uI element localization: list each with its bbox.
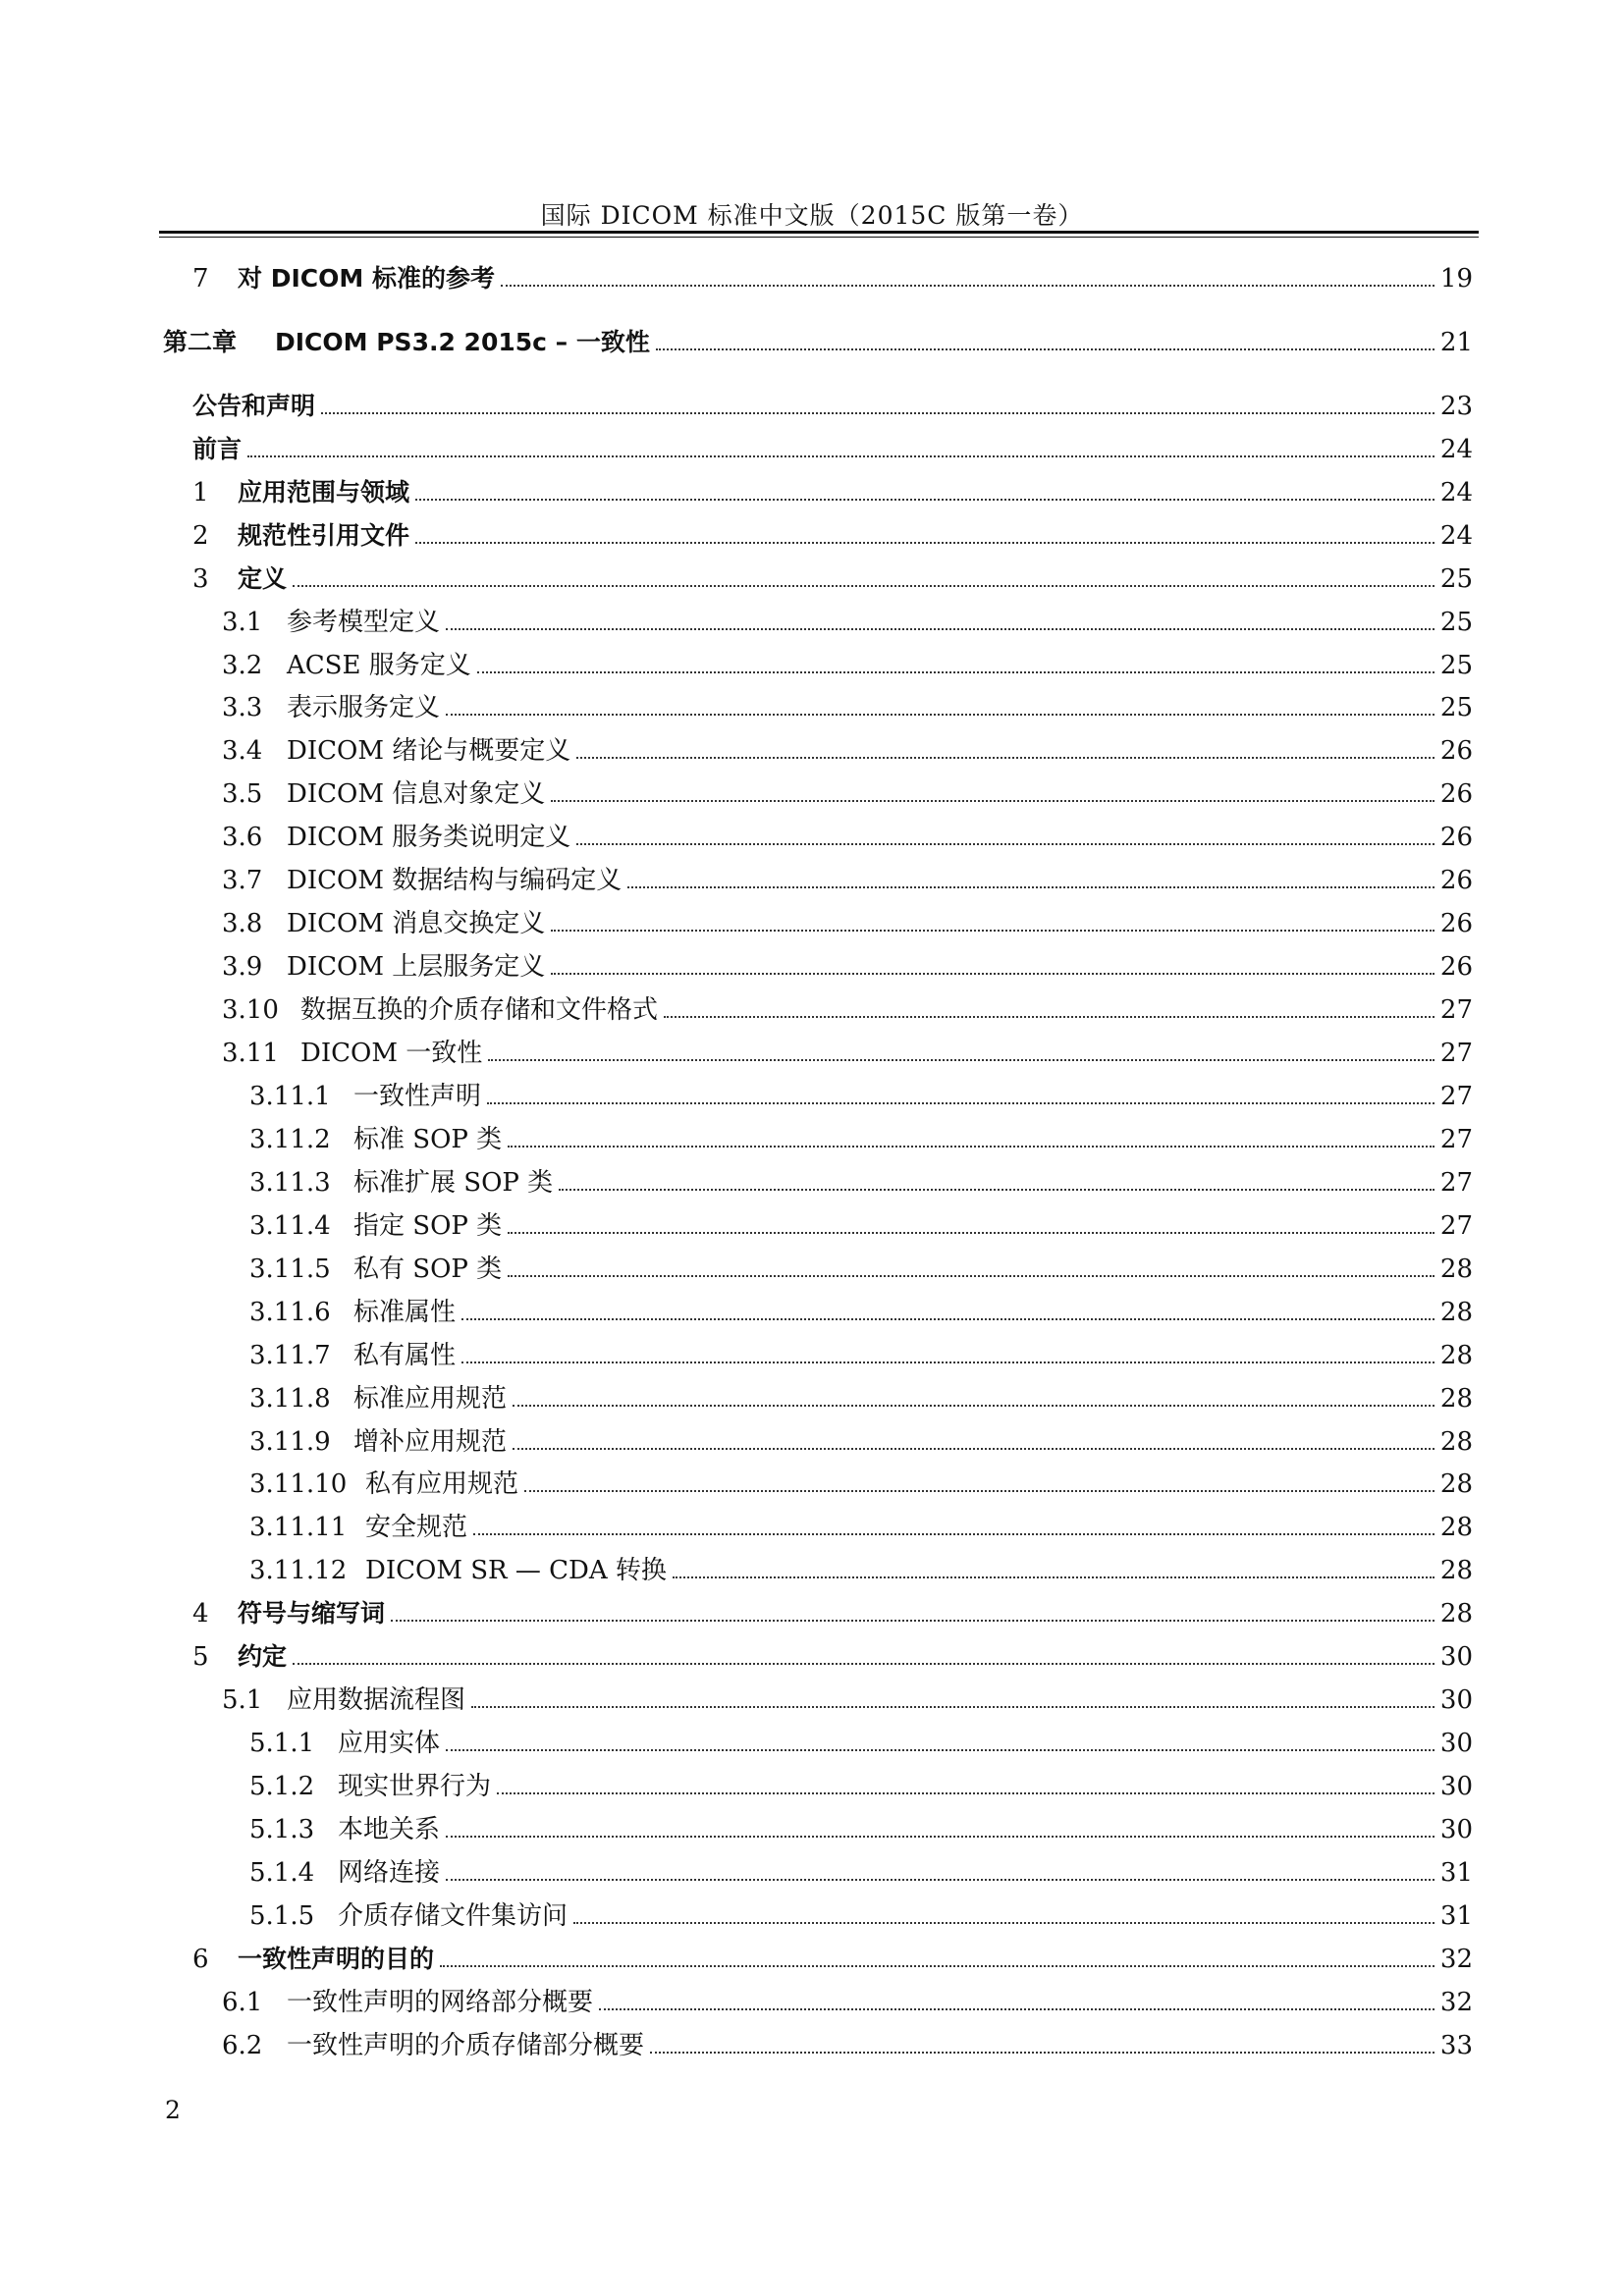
toc-entry-number: 6.1 bbox=[222, 1988, 263, 2017]
toc-entry-number: 3.1 bbox=[222, 608, 263, 637]
toc-dot-leader bbox=[673, 1575, 1435, 1578]
toc-entry[interactable] bbox=[192, 515, 1473, 551]
toc-entry-number: 3.11.4 bbox=[249, 1211, 331, 1241]
toc-entry-page: 27 bbox=[1439, 1082, 1473, 1111]
toc-entry-number: 5.1.4 bbox=[249, 1858, 315, 1888]
toc-entry-page: 28 bbox=[1439, 1298, 1473, 1327]
toc-entry-page: 30 bbox=[1439, 1815, 1473, 1844]
toc-entry-number: 3.11.10 bbox=[249, 1469, 348, 1499]
toc-entry[interactable] bbox=[249, 1249, 1473, 1284]
toc-entry-title: ACSE 服务定义 bbox=[287, 651, 471, 680]
toc-entry-number: 3.6 bbox=[222, 823, 263, 852]
toc-entry[interactable] bbox=[222, 602, 1473, 637]
toc-entry[interactable] bbox=[249, 1378, 1473, 1414]
toc-entry-title: 一致性声明的目的 bbox=[238, 1945, 435, 1973]
toc-entry-page: 19 bbox=[1439, 264, 1473, 294]
toc-dot-leader bbox=[487, 1101, 1435, 1104]
toc-entry-title: DICOM 数据结构与编码定义 bbox=[287, 866, 623, 895]
toc-entry[interactable] bbox=[222, 774, 1473, 809]
toc-entry-title: DICOM SR — CDA 转换 bbox=[365, 1556, 667, 1585]
toc-entry-number: 3.11.12 bbox=[249, 1556, 348, 1585]
toc-entry[interactable] bbox=[192, 1939, 1473, 1974]
toc-dot-leader bbox=[524, 1489, 1435, 1492]
toc-entry-number: 3.11 bbox=[222, 1039, 279, 1068]
toc-entry[interactable] bbox=[222, 2025, 1473, 2060]
toc-entry-title: 标准扩展 SOP 类 bbox=[353, 1168, 554, 1198]
toc-entry-page: 25 bbox=[1439, 651, 1473, 680]
toc-dot-leader bbox=[650, 2051, 1435, 2054]
toc-dot-leader bbox=[488, 1058, 1435, 1061]
toc-entry[interactable] bbox=[222, 1680, 1473, 1715]
toc-entry[interactable] bbox=[249, 1205, 1473, 1241]
toc-entry-page: 23 bbox=[1439, 392, 1473, 421]
toc-entry-title: DICOM 消息交换定义 bbox=[287, 909, 546, 938]
toc-dot-leader bbox=[551, 929, 1435, 932]
toc-entry-title: 标准应用规范 bbox=[353, 1384, 508, 1414]
toc-entry-title: 数据互换的介质存储和文件格式 bbox=[300, 995, 659, 1025]
toc-entry-title: 私有属性 bbox=[353, 1341, 457, 1370]
toc-entry-title: 现实世界行为 bbox=[338, 1772, 492, 1801]
toc-dot-leader bbox=[461, 1317, 1435, 1320]
toc-entry[interactable] bbox=[222, 946, 1473, 982]
toc-dot-leader bbox=[446, 1835, 1435, 1838]
toc-entry-title: 应用范围与领域 bbox=[238, 478, 410, 507]
toc-entry-page: 27 bbox=[1439, 1211, 1473, 1241]
toc-entry-page: 25 bbox=[1439, 608, 1473, 637]
toc-dot-leader bbox=[551, 972, 1435, 975]
toc-entry-title: 约定 bbox=[238, 1642, 288, 1671]
toc-entry[interactable] bbox=[249, 1809, 1473, 1844]
toc-entry-page: 32 bbox=[1439, 1945, 1473, 1974]
toc-entry-number: 3.11.2 bbox=[249, 1125, 331, 1154]
toc-entry-title: 本地关系 bbox=[338, 1815, 441, 1844]
toc-entry[interactable] bbox=[249, 1421, 1473, 1457]
toc-entry[interactable] bbox=[249, 1766, 1473, 1801]
toc-dot-leader bbox=[497, 1791, 1435, 1794]
toc-entry-number: 5.1.3 bbox=[249, 1815, 315, 1844]
toc-entry-number: 3.5 bbox=[222, 779, 263, 809]
toc-entry[interactable] bbox=[222, 1982, 1473, 2017]
toc-entry[interactable] bbox=[222, 1033, 1473, 1068]
toc-entry[interactable] bbox=[222, 687, 1473, 722]
toc-dot-leader bbox=[293, 1662, 1435, 1665]
toc-entry-number: 3.8 bbox=[222, 909, 263, 938]
toc-entry-title: DICOM 一致性 bbox=[300, 1039, 483, 1068]
toc-entry-title: 符号与缩写词 bbox=[238, 1599, 386, 1628]
toc-entry-title: 一致性声明 bbox=[353, 1082, 482, 1111]
toc-entry[interactable] bbox=[249, 1852, 1473, 1888]
toc-dot-leader bbox=[473, 1532, 1435, 1535]
toc-dot-leader bbox=[573, 1921, 1435, 1924]
toc-dot-leader bbox=[321, 411, 1435, 414]
toc-entry-number: 3.3 bbox=[222, 693, 263, 722]
toc-entry-title: 增补应用规范 bbox=[353, 1427, 508, 1457]
toc-entry-number: 3.4 bbox=[222, 736, 263, 766]
toc-entry-number: 3.11.9 bbox=[249, 1427, 331, 1457]
toc-entry-page: 31 bbox=[1439, 1858, 1473, 1888]
toc-entry[interactable] bbox=[192, 1593, 1473, 1629]
toc-entry-number: 第二章 bbox=[163, 328, 238, 356]
toc-entry-title: 公告和声明 bbox=[192, 392, 316, 420]
toc-dot-leader bbox=[513, 1447, 1435, 1450]
toc-entry-title: 参考模型定义 bbox=[287, 608, 441, 637]
toc-entry-title: 标准 SOP 类 bbox=[353, 1125, 503, 1154]
toc-entry[interactable] bbox=[163, 322, 1473, 357]
toc-entry-number: 6 bbox=[192, 1945, 209, 1974]
toc-entry[interactable] bbox=[192, 429, 1473, 464]
toc-entry-page: 28 bbox=[1439, 1469, 1473, 1499]
toc-entry[interactable] bbox=[222, 817, 1473, 852]
toc-entry-page: 28 bbox=[1439, 1341, 1473, 1370]
toc-entry-page: 30 bbox=[1439, 1772, 1473, 1801]
toc-entry-number: 7 bbox=[192, 264, 209, 294]
toc-entry-title: 安全规范 bbox=[365, 1513, 468, 1542]
toc-entry-title: DICOM 信息对象定义 bbox=[287, 779, 546, 809]
toc-entry-page: 27 bbox=[1439, 1039, 1473, 1068]
toc-entry-page: 28 bbox=[1439, 1556, 1473, 1585]
toc-entry[interactable] bbox=[249, 1119, 1473, 1154]
toc-entry-title: 表示服务定义 bbox=[287, 693, 441, 722]
toc-entry-page: 27 bbox=[1439, 1168, 1473, 1198]
toc-entry-title: 指定 SOP 类 bbox=[353, 1211, 503, 1241]
toc-entry-page: 30 bbox=[1439, 1642, 1473, 1672]
toc-entry[interactable] bbox=[192, 258, 1473, 294]
toc-dot-leader bbox=[576, 756, 1435, 759]
toc-entry-number: 5.1.2 bbox=[249, 1772, 315, 1801]
toc-dot-leader bbox=[471, 1705, 1435, 1708]
toc-dot-leader bbox=[440, 1964, 1435, 1967]
toc-entry[interactable] bbox=[249, 1507, 1473, 1542]
toc-dot-leader bbox=[446, 627, 1435, 630]
toc-dot-leader bbox=[415, 541, 1435, 544]
toc-entry-page: 28 bbox=[1439, 1599, 1473, 1629]
toc-entry-page: 26 bbox=[1439, 779, 1473, 809]
toc-entry-page: 26 bbox=[1439, 736, 1473, 766]
toc-dot-leader bbox=[247, 454, 1435, 457]
toc-entry-title: 一致性声明的网络部分概要 bbox=[287, 1988, 594, 2017]
toc-entry-number: 2 bbox=[192, 521, 209, 551]
toc-dot-leader bbox=[293, 584, 1435, 587]
toc-dot-leader bbox=[391, 1619, 1435, 1622]
toc-entry-number: 3.11.1 bbox=[249, 1082, 331, 1111]
toc-entry-title: DICOM 绪论与概要定义 bbox=[287, 736, 571, 766]
toc-entry-number: 3.2 bbox=[222, 651, 263, 680]
toc-dot-leader bbox=[446, 1748, 1435, 1751]
toc-entry[interactable] bbox=[222, 989, 1473, 1025]
toc-entry-title: 规范性引用文件 bbox=[238, 521, 410, 550]
toc-dot-leader bbox=[501, 284, 1435, 287]
toc-dot-leader bbox=[627, 885, 1435, 888]
toc-entry-number: 3 bbox=[192, 564, 209, 594]
toc-entry-number: 5.1.1 bbox=[249, 1729, 315, 1758]
toc-entry[interactable] bbox=[222, 645, 1473, 680]
toc-entry-number: 6.2 bbox=[222, 2031, 263, 2060]
toc-entry-page: 30 bbox=[1439, 1729, 1473, 1758]
toc-entry-title: DICOM PS3.2 2015c – 一致性 bbox=[275, 328, 650, 356]
toc-dot-leader bbox=[461, 1361, 1435, 1363]
toc-entry[interactable] bbox=[249, 1292, 1473, 1327]
toc-entry[interactable] bbox=[192, 1636, 1473, 1672]
toc-entry-page: 33 bbox=[1439, 2031, 1473, 2060]
toc-entry-number: 3.11.7 bbox=[249, 1341, 331, 1370]
toc-dot-leader bbox=[656, 347, 1435, 350]
toc-entry-page: 27 bbox=[1439, 1125, 1473, 1154]
toc-entry-page: 30 bbox=[1439, 1685, 1473, 1715]
toc-dot-leader bbox=[415, 498, 1435, 501]
toc-entry-title: 对 DICOM 标准的参考 bbox=[238, 264, 495, 293]
toc-entry-page: 27 bbox=[1439, 995, 1473, 1025]
toc-dot-leader bbox=[508, 1274, 1435, 1277]
toc-dot-leader bbox=[508, 1231, 1435, 1234]
toc-entry-page: 24 bbox=[1439, 435, 1473, 464]
toc-entry-page: 32 bbox=[1439, 1988, 1473, 2017]
toc-entry-title: 介质存储文件集访问 bbox=[338, 1901, 568, 1931]
toc-entry-page: 28 bbox=[1439, 1427, 1473, 1457]
toc-entry-title: DICOM 服务类说明定义 bbox=[287, 823, 571, 852]
toc-entry[interactable] bbox=[192, 559, 1473, 594]
toc-entry[interactable] bbox=[249, 1162, 1473, 1198]
toc-entry-title: 网络连接 bbox=[338, 1858, 441, 1888]
toc-entry-page: 28 bbox=[1439, 1513, 1473, 1542]
toc-entry-page: 26 bbox=[1439, 823, 1473, 852]
toc-dot-leader bbox=[477, 670, 1435, 673]
toc-entry[interactable] bbox=[222, 903, 1473, 938]
toc-entry-number: 3.11.8 bbox=[249, 1384, 331, 1414]
toc-entry[interactable] bbox=[249, 1076, 1473, 1111]
toc-entry[interactable] bbox=[249, 1550, 1473, 1585]
toc-entry-page: 25 bbox=[1439, 693, 1473, 722]
toc-entry-page: 24 bbox=[1439, 521, 1473, 551]
toc-dot-leader bbox=[513, 1404, 1435, 1407]
toc-entry-page: 24 bbox=[1439, 478, 1473, 507]
toc-entry[interactable] bbox=[192, 386, 1473, 421]
toc-entry[interactable] bbox=[192, 472, 1473, 507]
toc-dot-leader bbox=[446, 713, 1435, 716]
toc-entry-title: 应用数据流程图 bbox=[287, 1685, 466, 1715]
toc-entry[interactable] bbox=[249, 1464, 1473, 1499]
toc-dot-leader bbox=[508, 1145, 1435, 1148]
toc-entry-page: 26 bbox=[1439, 952, 1473, 982]
toc-entry[interactable] bbox=[249, 1896, 1473, 1931]
toc-entry-page: 28 bbox=[1439, 1255, 1473, 1284]
toc-entry-number: 3.11.5 bbox=[249, 1255, 331, 1284]
toc-entry-number: 3.9 bbox=[222, 952, 263, 982]
toc-entry-number: 5.1.5 bbox=[249, 1901, 315, 1931]
toc-dot-leader bbox=[551, 799, 1435, 802]
toc-entry-title: 定义 bbox=[238, 564, 288, 593]
toc-entry-number: 1 bbox=[192, 478, 209, 507]
toc-entry-title: 私有 SOP 类 bbox=[353, 1255, 503, 1284]
toc-entry-page: 21 bbox=[1439, 328, 1473, 357]
toc-entry[interactable] bbox=[222, 860, 1473, 895]
toc-entry-page: 28 bbox=[1439, 1384, 1473, 1414]
toc-entry-number: 5.1 bbox=[222, 1685, 263, 1715]
toc-entry-page: 26 bbox=[1439, 866, 1473, 895]
toc-entry-page: 26 bbox=[1439, 909, 1473, 938]
toc-entry-number: 3.7 bbox=[222, 866, 263, 895]
toc-entry-number: 3.11.3 bbox=[249, 1168, 331, 1198]
toc-entry-title: DICOM 上层服务定义 bbox=[287, 952, 546, 982]
toc-entry-title: 一致性声明的介质存储部分概要 bbox=[287, 2031, 645, 2060]
toc-entry-title: 标准属性 bbox=[353, 1298, 457, 1327]
toc-entry-number: 3.11.6 bbox=[249, 1298, 331, 1327]
toc-dot-leader bbox=[664, 1015, 1435, 1018]
toc-dot-leader bbox=[599, 2007, 1435, 2010]
toc-entry-title: 前言 bbox=[192, 435, 243, 463]
page-number: 2 bbox=[165, 2096, 181, 2124]
toc-entry-number: 3.11.11 bbox=[249, 1513, 348, 1542]
toc-entry-page: 31 bbox=[1439, 1901, 1473, 1931]
toc-dot-leader bbox=[446, 1878, 1435, 1881]
toc-entry-page: 25 bbox=[1439, 564, 1473, 594]
toc-entry[interactable] bbox=[249, 1335, 1473, 1370]
toc-entry-number: 4 bbox=[192, 1599, 209, 1629]
toc-entry-number: 3.10 bbox=[222, 995, 279, 1025]
toc-entry[interactable] bbox=[249, 1723, 1473, 1758]
toc-dot-leader bbox=[559, 1188, 1435, 1191]
running-header: 国际 DICOM 标准中文版（2015C 版第一卷） bbox=[540, 201, 1084, 230]
toc-entry-title: 应用实体 bbox=[338, 1729, 441, 1758]
toc-entry-number: 5 bbox=[192, 1642, 209, 1672]
toc-entry-title: 私有应用规范 bbox=[365, 1469, 519, 1499]
toc-entry[interactable] bbox=[222, 730, 1473, 766]
toc-dot-leader bbox=[576, 842, 1435, 845]
